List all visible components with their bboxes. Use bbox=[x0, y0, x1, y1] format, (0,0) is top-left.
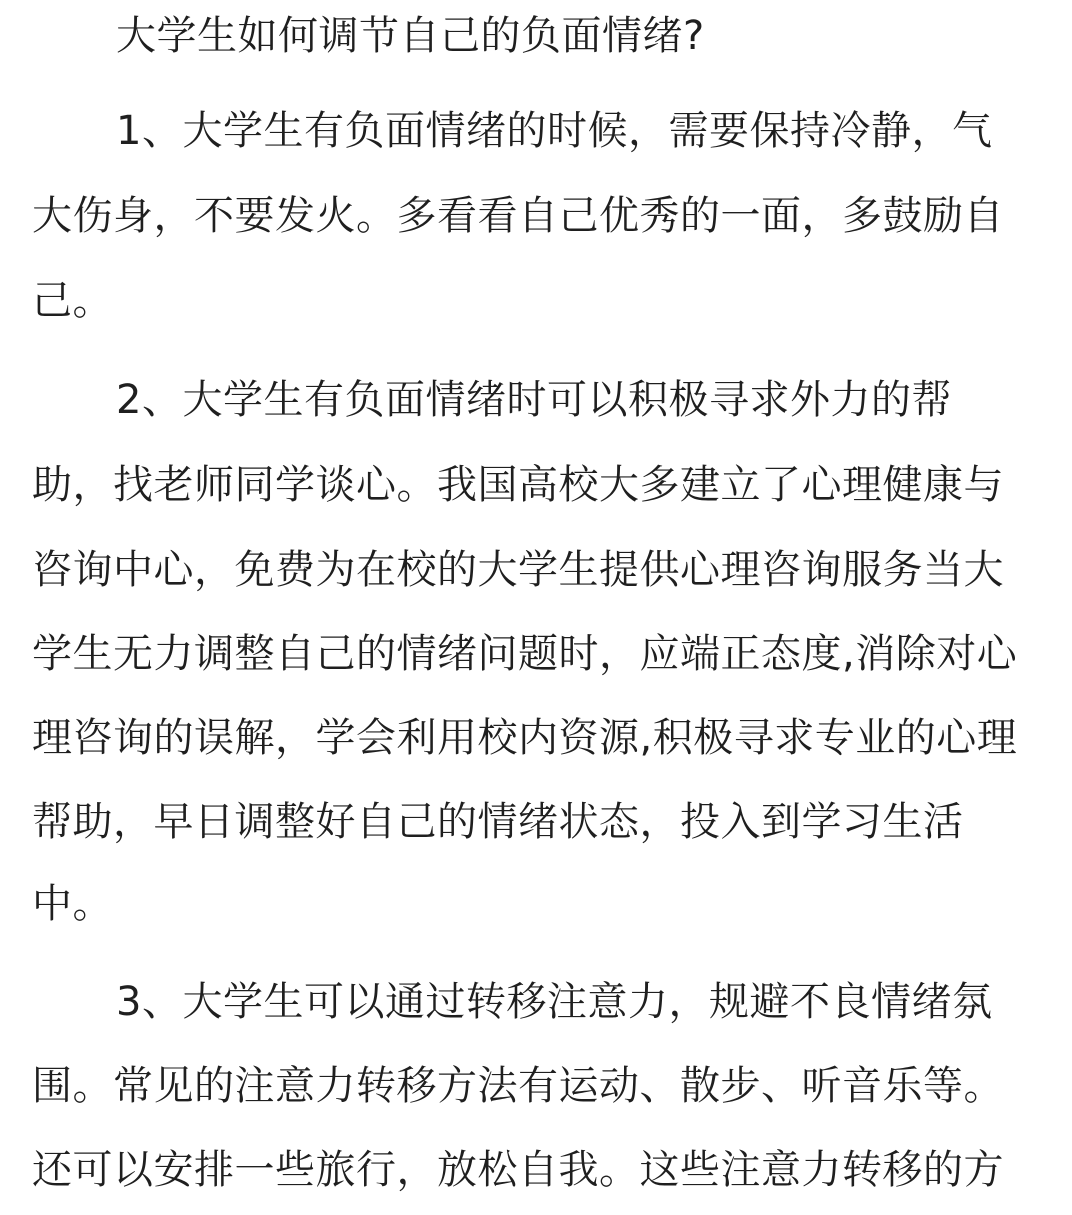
paragraph-line: 理咨询的误解，学会利用校内资源,积极寻求专业的心理 bbox=[32, 715, 1018, 761]
paragraph-line: 中。 bbox=[32, 881, 113, 927]
paragraph-line: 3、大学生可以通过转移注意力，规避不良情绪氛 bbox=[116, 979, 993, 1025]
paragraph-line: 帮助，早日调整好自己的情绪状态，投入到学习生活 bbox=[32, 799, 964, 845]
paragraph-line: 2、大学生有负面情绪时可以积极寻求外力的帮 bbox=[116, 377, 952, 423]
paragraph-line: 助，找老师同学谈心。我国高校大多建立了心理健康与 bbox=[32, 462, 1004, 508]
document-title: 大学生如何调节自己的负面情绪? bbox=[116, 13, 705, 59]
paragraph-line: 围。常见的注意力转移方法有运动、散步、听音乐等。 bbox=[32, 1063, 1004, 1109]
paragraph-line: 还可以安排一些旅行，放松自我。这些注意力转移的方 bbox=[32, 1147, 1004, 1193]
paragraph-line: 1、大学生有负面情绪的时候，需要保持冷静，气 bbox=[116, 108, 993, 154]
paragraph-line: 咨询中心，免费为在校的大学生提供心理咨询服务当大 bbox=[32, 547, 1004, 593]
paragraph-line: 大伤身，不要发火。多看看自己优秀的一面，多鼓励自 bbox=[32, 193, 1004, 239]
paragraph-line: 学生无力调整自己的情绪问题时，应端正态度,消除对心 bbox=[32, 631, 1018, 677]
paragraph-line: 己。 bbox=[32, 278, 113, 324]
